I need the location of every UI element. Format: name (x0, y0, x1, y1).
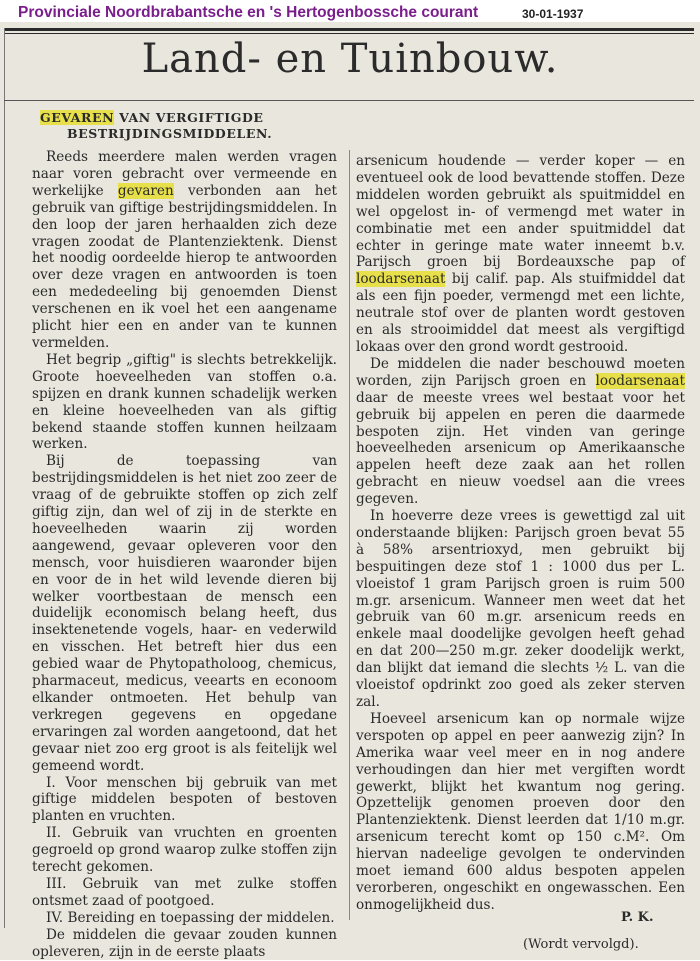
paragraph: arsenicum houdende — verder koper — en eventueel ook de lood bevattende stoffen. Deze middelen worden gebruikt als spuitmiddel en wel opgelost in- of vermengd met water in combinatie met een ander spuitmiddel dat echter in geringe mate water inneemt b.v. Parijsch groen bij Bordeauxsche pap of loodarsenaat bij calif. pap. Als stuifmiddel dat als een fijn poeder, vermengd met een lichte, neutrale stof over de planten wordt gestoven en als strooimiddel dat meest als vergiftigd lokaas over den grond wordt gestrooid. (356, 153, 685, 355)
list-item: IV. Bereiding en toepassing der middelen. (46, 909, 335, 926)
left-border (4, 28, 5, 928)
continued-note: (Wordt vervolgd). (523, 937, 639, 952)
list-item: I. Voor menschen bij gebruik van met giftige middelen bespoten of bestoven planten en vruchten. (32, 774, 337, 825)
article-column-right (356, 153, 685, 914)
paragraph: De middelen die nader beschouwd moeten worden, zijn Parijsch groen en loodarsenaat daar de meeste vrees wel bestaat voor het gebruik bij appelen en peren die daarmede bespoten zijn. Het vinden van geringe hoeveelheden arsenicum op Amerikaansche appelen heeft deze zaak aan het rollen gebracht en nieuw voedsel aan die vrees gegeven. (356, 355, 685, 508)
paragraph: In hoeverre deze vrees is gewettigd zal uit onderstaande blijken: Parijsch groen bevat 55 à 58% arsentrioxyd, men gebruikt bij bespuitingen deze stof 1 : 1000 dus per L. vloeistof 1 gram Parijsch groen is ruim 500 m.gr. arsenicum. Wanneer men weet dat het gebruik van 60 m.gr. arsenicum reeds en enkele maal doodelijke gevolgen heeft gehad en dat 200—250 m.gr. zeker doodelijk werkt, dan blijkt dat iemand die slechts ½ L. van die vloeistof opdrinkt zoo goed als zeker sterven zal. (356, 508, 685, 710)
top-rule (4, 28, 694, 31)
section-title: Land- en Tuinbouw. (141, 36, 559, 82)
newspaper-title: Provinciale Noordbrabantsche en 's Hertogenbossche courant (18, 4, 479, 21)
column-divider (349, 150, 350, 920)
search-highlight: loodarsenaat (356, 271, 446, 288)
headline-line2: BESTRIJDINGSMIDDELEN. (67, 126, 273, 141)
list-item: II. Gebruik van vruchten en groenten gegroeld op grond waarop zulke stoffen zijn terecht gekomen. (32, 825, 337, 876)
headline-line1: VAN VERGIFTIGDE (114, 110, 264, 125)
paragraph: De middelen die gevaar zouden kunnen opleveren, zijn in de eerste plaats (32, 926, 337, 960)
article-column-left (32, 149, 337, 961)
search-highlight: loodarsenaat (595, 372, 685, 389)
author-signature: P. K. (621, 910, 654, 925)
paragraph: Reeds meerdere malen werden vragen naar voren gebracht over vermeende en werkelijke gevaren verbonden aan het gebruik van giftige bestrijdingsmiddelen. In den loop der jaren herhaalden zich deze vragen zoodat de Plantenziektenk. Dienst het noodig oordeelde hierop te antwoorden over deze vragen en antwoorden is toen een mededeeling bij genoemden Dienst verschenen en ik voel het een aangename plicht hier een en ander van te kunnen vermelden. (32, 149, 337, 351)
article-headline (40, 110, 340, 142)
paragraph: Hoeveel arsenicum kan op normale wijze verspoten op appel en peer aanwezig zijn? In Amerika waar veel meer en in nog andere verhoudingen dan hier met vergiften wordt gewerkt, blijkt het kwantum nog gering. Opzettelijk genomen proeven door den Plantenziektenk. Dienst leerden dat 1/10 m.gr. arsenicum terecht komt op 150 c.M². Om hiervan nadeelige gevolgen te ondervinden moet iemand 600 aldus bespoten appelen verorberen, ongeschikt en ongewasschen. Een onmogelijkheid dus. (356, 710, 685, 913)
section-rule (4, 100, 694, 101)
headline-highlight: GEVAREN (40, 110, 115, 125)
search-highlight: gevaren (117, 182, 174, 199)
paragraph: Het begrip „giftig" is slechts betrekkelijk. Groote hoeveelheden van stoffen o.a. spijzen en drank kunnen schadelijk werken en kleine hoeveelheden van als giftig bekend staande stoffen kunnen heilzaam werken. (32, 351, 337, 453)
publication-date: 30-01-1937 (522, 7, 584, 21)
list-item: III. Gebruik van met zulke stoffen ontsmet zaad of pootgoed. (32, 875, 337, 909)
top-rule-thin (4, 33, 694, 34)
paragraph: Bij de toepassing van bestrijdingsmiddelen is het niet zoo zeer de vraag of de gebruikte stoffen op zich zelf giftig zijn, dan wel of zij in de sterkte en hoeveelheden waarin zij worden aangewend, gevaar opleveren voor den mensch, voor huisdieren waaronder bijen en voor de in het wild levende dieren bij welker voortbestaan de mensch een duidelijk economisch belang heeft, dus insektenetende vogels, haar- en vederwild en visschen. Het betreft hier dus een gebied waar de Phytopatholoog, chemicus, pharmaceut, medicus, veearts en econoom elkander ontmoeten. Het behulp van verkregen gegevens en opgedane ervaringen zal worden aangetoond, dat het gevaar niet zoo erg groot is als feitelijk wel gemeend wordt. (32, 453, 337, 774)
